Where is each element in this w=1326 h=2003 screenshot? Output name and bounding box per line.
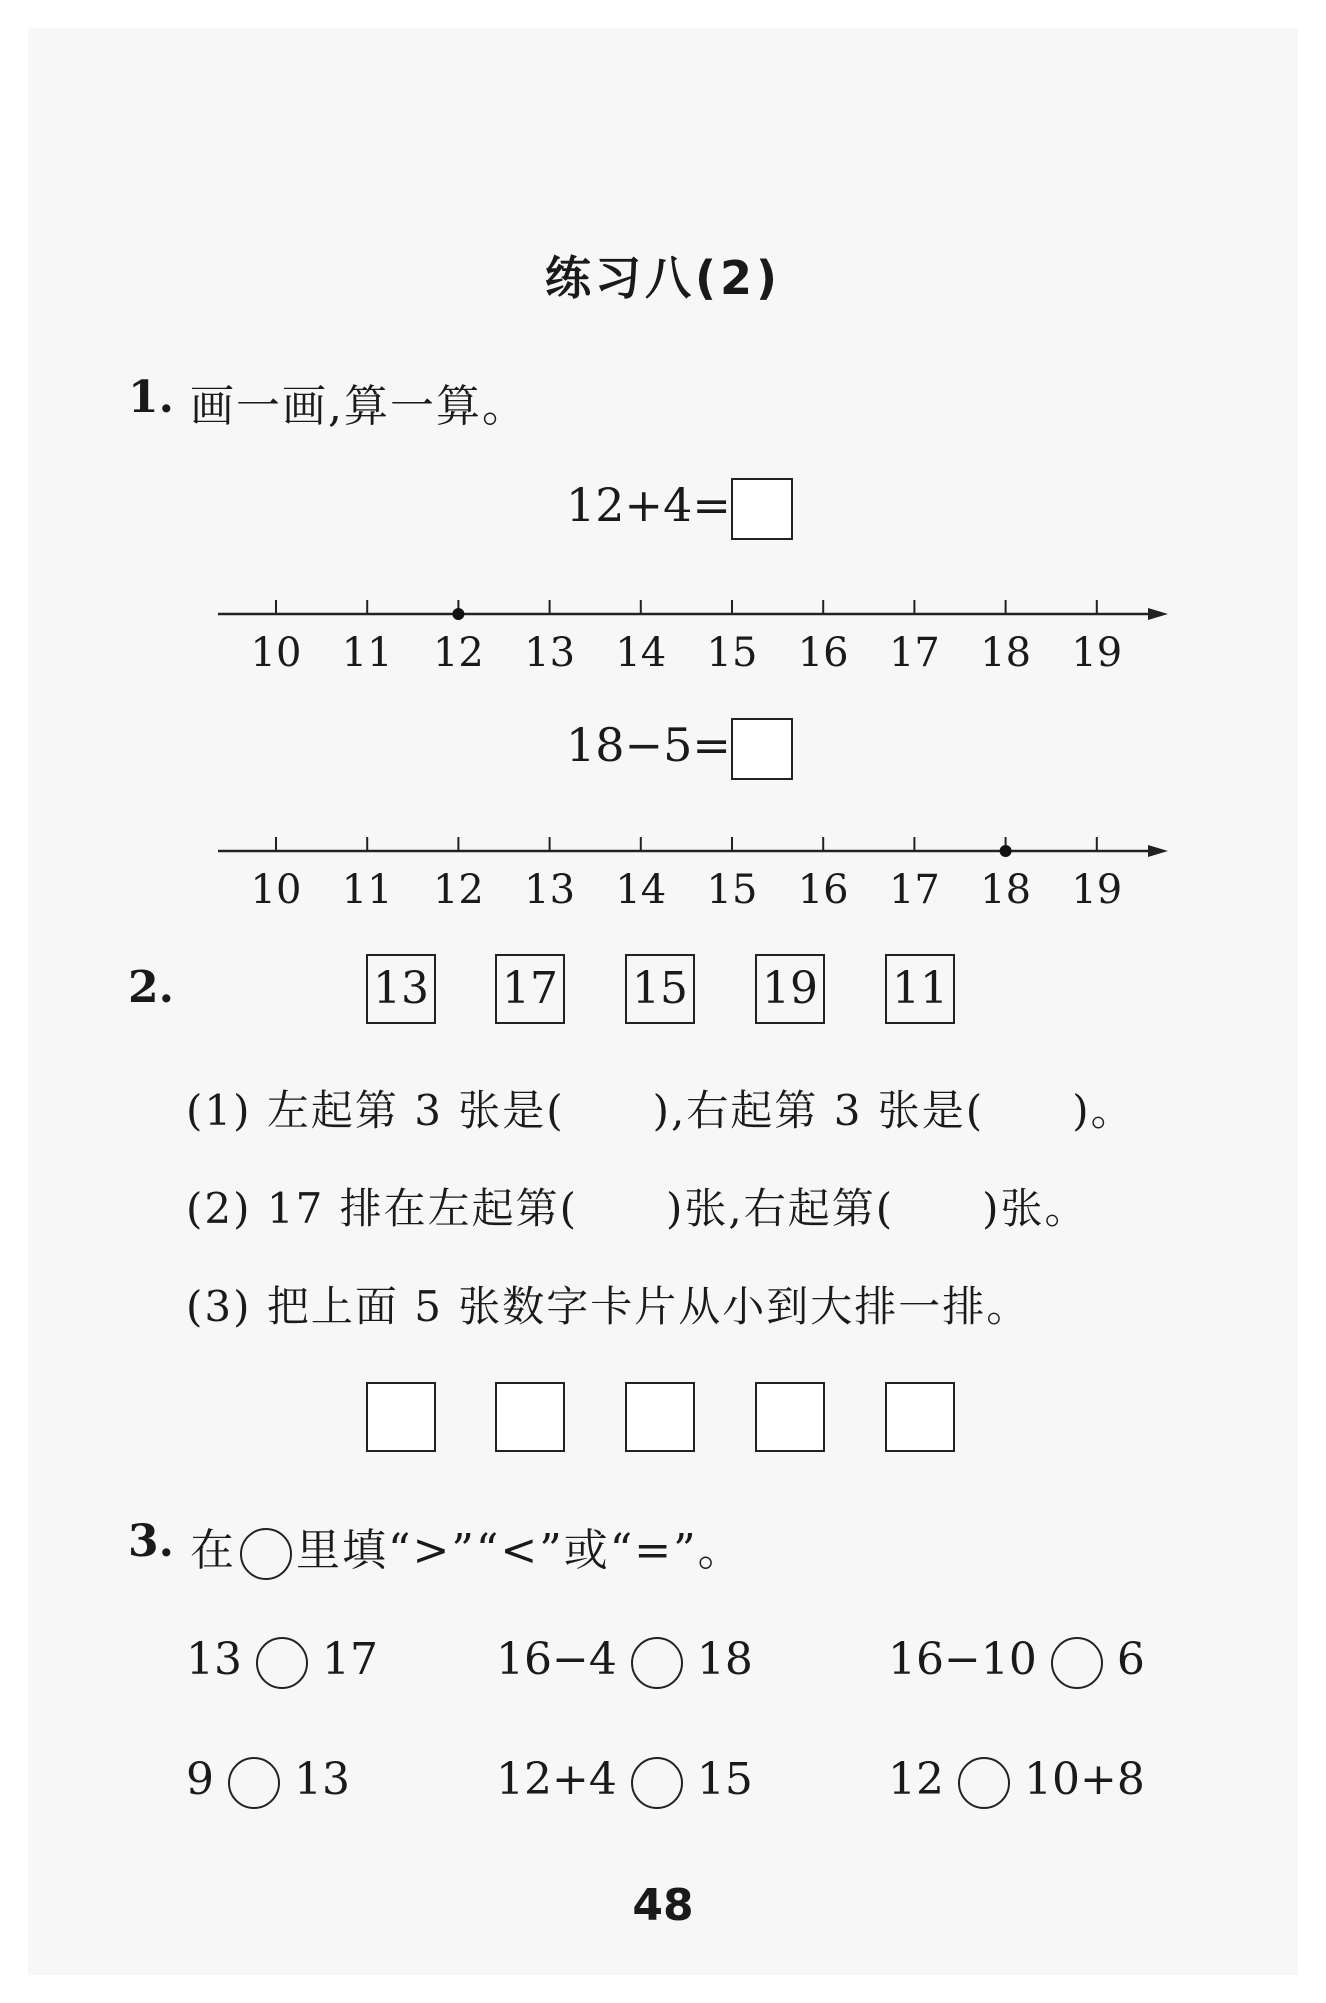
comparison-item	[888, 1634, 1145, 1689]
number-line-label: 10	[250, 630, 302, 676]
number-line-label: 10	[250, 867, 302, 913]
number-line-2	[0, 797, 1326, 917]
comparison-left: 9	[186, 1754, 214, 1805]
number-line-label: 12	[432, 630, 484, 676]
q1-number: 1.	[128, 372, 174, 423]
q2-sub-question-3: (3) 把上面 5 张数字卡片从小到大排一排。	[186, 1282, 1031, 1331]
number-line-label: 17	[888, 630, 940, 676]
order-answer-box[interactable]	[755, 1382, 825, 1452]
q1-answer-box-1[interactable]	[731, 478, 793, 540]
q3-number: 3.	[128, 1516, 174, 1567]
number-line-label: 19	[1071, 867, 1123, 913]
number-line-label: 18	[980, 867, 1032, 913]
circle-icon	[240, 1528, 292, 1580]
page-number: 48	[632, 1880, 694, 1931]
q3-instruction-pre: 在	[190, 1525, 236, 1576]
number-line-label: 17	[888, 867, 940, 913]
q1-equation-1: 12+4=	[566, 478, 731, 532]
number-line-label: 15	[706, 630, 758, 676]
q1-answer-box-2[interactable]	[731, 718, 793, 780]
number-line-label: 13	[524, 630, 576, 676]
q2-number: 2.	[128, 962, 174, 1013]
q3-instruction	[190, 1514, 744, 1580]
comparison-item	[186, 1754, 350, 1809]
number-card: 17	[495, 954, 565, 1024]
comparison-right: 17	[322, 1634, 378, 1685]
number-line-label: 13	[524, 867, 576, 913]
comparison-circle[interactable]	[228, 1757, 280, 1809]
comparison-left: 16−4	[496, 1634, 617, 1685]
number-line-label: 19	[1071, 630, 1123, 676]
number-card: 15	[625, 954, 695, 1024]
order-answer-box[interactable]	[885, 1382, 955, 1452]
comparison-left: 12+4	[496, 1754, 617, 1805]
q1-instruction: 画一画,算一算。	[190, 381, 528, 432]
comparison-circle[interactable]	[631, 1637, 683, 1689]
comparison-item	[186, 1634, 378, 1689]
comparison-circle[interactable]	[256, 1637, 308, 1689]
number-line-label: 11	[341, 630, 393, 676]
comparison-left: 12	[888, 1754, 944, 1805]
comparison-circle[interactable]	[631, 1757, 683, 1809]
order-answer-box[interactable]	[366, 1382, 436, 1452]
comparison-item	[496, 1634, 753, 1689]
order-answer-box[interactable]	[495, 1382, 565, 1452]
comparison-left: 13	[186, 1634, 242, 1685]
number-line-marked-point	[452, 608, 464, 620]
number-line-label: 14	[615, 867, 667, 913]
number-line-label: 16	[797, 867, 849, 913]
number-line-label: 15	[706, 867, 758, 913]
q3-instruction-post: 里填“>”“<”或“=”。	[296, 1525, 744, 1576]
q2-sub-question-2: (2) 17 排在左起第( )张,右起第( )张。	[186, 1184, 1089, 1233]
comparison-right: 6	[1116, 1634, 1145, 1685]
comparison-right: 13	[294, 1754, 350, 1805]
q1-equation-1-row	[566, 478, 793, 540]
number-card: 13	[366, 954, 436, 1024]
comparison-circle[interactable]	[1051, 1637, 1103, 1689]
comparison-item	[888, 1754, 1145, 1809]
number-card: 11	[885, 954, 955, 1024]
comparison-right: 18	[696, 1634, 753, 1685]
q1-equation-2-row	[566, 718, 793, 780]
number-card: 19	[755, 954, 825, 1024]
comparison-circle[interactable]	[958, 1757, 1010, 1809]
q2-sub-question-1: (1) 左起第 3 张是( ),右起第 3 张是( )。	[186, 1086, 1135, 1135]
comparison-right: 10+8	[1024, 1754, 1145, 1805]
number-line-label: 16	[797, 630, 849, 676]
number-line-label: 18	[980, 630, 1032, 676]
comparison-right: 15	[696, 1754, 753, 1805]
page-title: 练习八(2)	[544, 251, 782, 305]
number-line-label: 11	[341, 867, 393, 913]
number-line-label: 12	[432, 867, 484, 913]
number-line-label: 14	[615, 630, 667, 676]
comparison-left: 16−10	[888, 1634, 1037, 1685]
comparison-item	[496, 1754, 753, 1809]
q1-equation-2: 18−5=	[566, 718, 731, 772]
number-line-marked-point	[1000, 845, 1012, 857]
order-answer-box[interactable]	[625, 1382, 695, 1452]
number-line-1	[0, 560, 1326, 680]
